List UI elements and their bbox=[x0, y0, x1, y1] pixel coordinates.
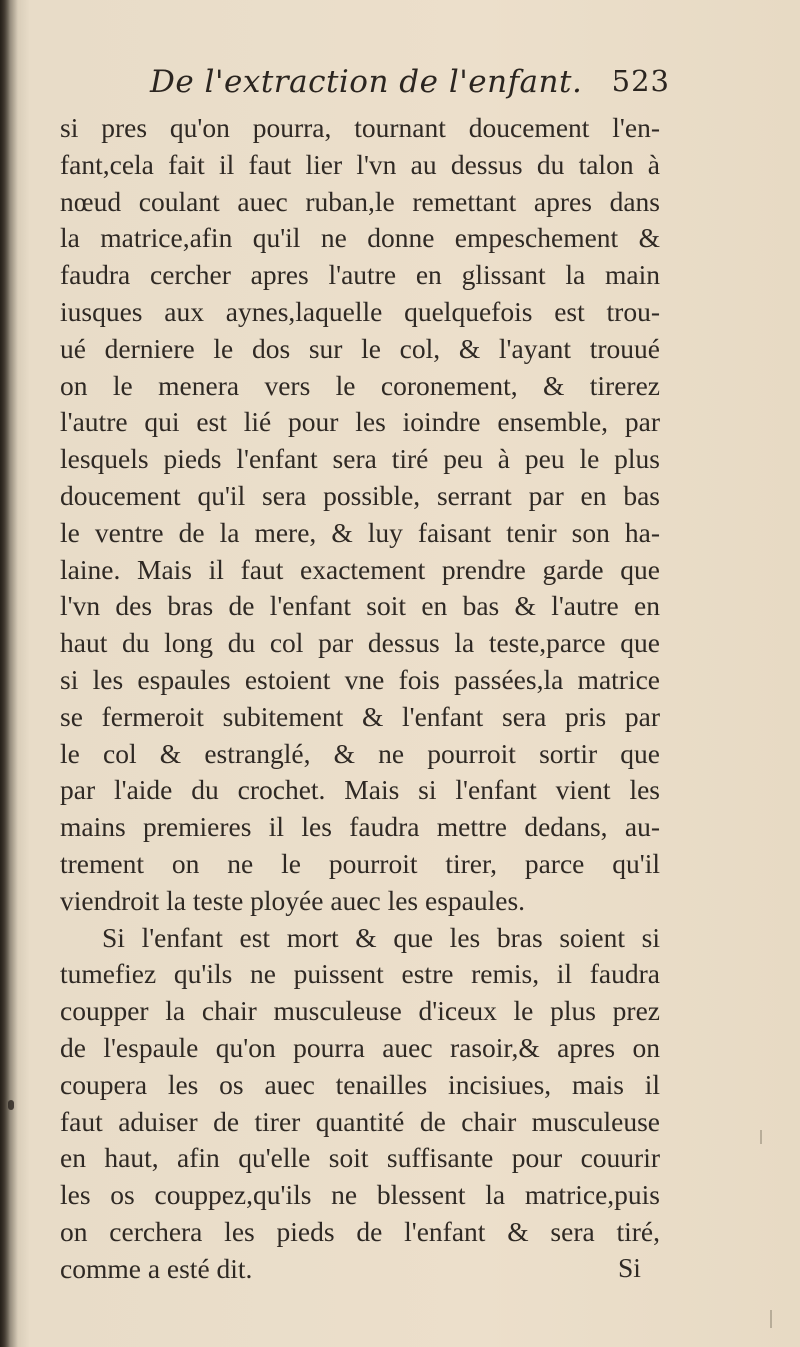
text-line: se fermeroit subitement & l'enfant sera pris par bbox=[60, 700, 660, 732]
text-line: ué derniere le dos sur le col, & l'ayant trouué bbox=[60, 332, 660, 364]
text-line: faut aduiser de tirer quantité de chair musculeuse bbox=[60, 1105, 660, 1137]
text-line: nœud coulant auec ruban,le remettant apres dans bbox=[60, 185, 660, 217]
text-line: si pres qu'on pourra, tournant doucement l'en- bbox=[60, 112, 660, 143]
text-line: mains premieres il les faudra mettre dedans, au- bbox=[60, 811, 660, 843]
text-line: faudra cercher apres l'autre en glissant la main bbox=[60, 259, 660, 291]
running-title: De l'extraction de l'enfant. bbox=[150, 64, 583, 100]
text-line: on le menera vers le coronement, & tirerez bbox=[60, 369, 660, 401]
page-speck bbox=[760, 1130, 762, 1144]
page-speck bbox=[8, 1100, 14, 1110]
gutter-shadow bbox=[0, 0, 18, 1347]
text-line: tumefiez qu'ils ne puissent estre remis, il faudra bbox=[60, 958, 660, 990]
page-speck bbox=[770, 1310, 772, 1328]
text-line: les os couppez,qu'ils ne blessent la matrice,puis bbox=[60, 1179, 660, 1211]
text-line: la matrice,afin qu'il ne donne empeschement & bbox=[60, 222, 660, 254]
text-line: on cerchera les pieds de l'enfant & sera tiré, bbox=[60, 1215, 660, 1247]
text-line: l'vn des bras de l'enfant soit en bas & l'autre en bbox=[60, 590, 660, 622]
text-line: doucement qu'il sera possible, serrant par en bas bbox=[60, 479, 660, 511]
text-line: Si l'enfant est mort & que les bras soient si bbox=[102, 921, 660, 953]
text-line: laine. Mais il faut exactement prendre garde que bbox=[60, 553, 660, 585]
text-line: de l'espaule qu'on pourra auec rasoir,& apres on bbox=[60, 1031, 660, 1063]
text-line: iusques aux aynes,laquelle quelquefois est trou- bbox=[60, 295, 660, 327]
text-line: haut du long du col par dessus la teste,parce que bbox=[60, 627, 660, 659]
catchword: Si bbox=[618, 1252, 641, 1283]
text-line: en haut, afin qu'elle soit suffisante pour couurir bbox=[60, 1142, 660, 1174]
text-line: coupper la chair musculeuse d'iceux le plus prez bbox=[60, 995, 660, 1027]
text-line: fant,cela fait il faut lier l'vn au dessus du talon à bbox=[60, 148, 660, 180]
text-line: trement on ne le pourroit tirer, parce qu'il bbox=[60, 847, 660, 879]
text-line: par l'aide du crochet. Mais si l'enfant vient les bbox=[60, 774, 660, 806]
text-line: le col & estranglé, & ne pourroit sortir que bbox=[60, 737, 660, 769]
body-text bbox=[60, 110, 660, 1288]
text-line: l'autre qui est lié pour les ioindre ensemble, par bbox=[60, 406, 660, 438]
page-number: 523 bbox=[611, 64, 670, 98]
text-line: lesquels pieds l'enfant sera tiré peu à peu le plus bbox=[60, 443, 660, 475]
text-line: le ventre de la mere, & luy faisant tenir son ha- bbox=[60, 516, 660, 548]
page-header bbox=[150, 64, 670, 108]
text-line: coupera les os auec tenailles incisiues, mais il bbox=[60, 1068, 660, 1100]
text-line: viendroit la teste ployée auec les espaules. bbox=[60, 884, 526, 916]
text-line: comme a esté dit. bbox=[60, 1252, 253, 1284]
text-line: si les espaules estoient vne fois passées,la matrice bbox=[60, 663, 660, 695]
